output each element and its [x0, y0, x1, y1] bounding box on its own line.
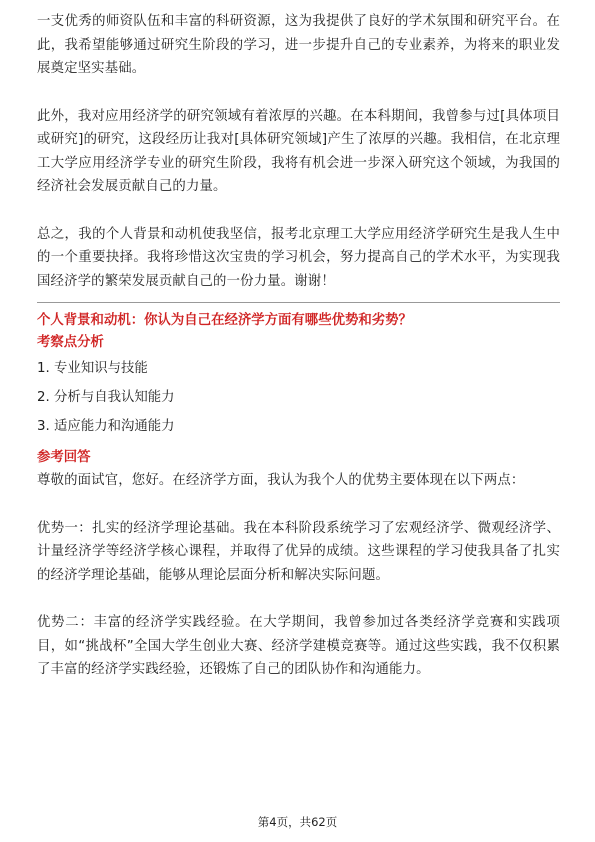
reference-heading: 参考回答 — [37, 450, 91, 465]
list-item: 1. 专业知识与技能 — [37, 361, 148, 376]
interest-paragraph: 此外，我对应用经济学的研究领域有着浓厚的兴趣。在本科期间，我曾参与过[具体项目或研究]的研究，这段经历让我对[具体研究领域]产生了浓厚的兴趣。我相信，在北京理工大学应用经济学专业的研究生阶段，我将有机会进一步深入研究这个领域，为我国的经济社会发展贡献自己的力量。 — [37, 108, 560, 194]
answer-advantage-2: 优势二：丰富的经济学实践经验。在大学期间，我曾参加过各类经济学竞赛和实践项目，如“挑战杯”全国大学生创业大赛、经济学建模竞赛等。通过这些实践，我不仅积累了丰富的经济学实践经验，还锻炼了自己的团队协作和沟通能力。 — [37, 615, 560, 677]
paragraph-gap — [37, 587, 560, 611]
document-page — [37, 10, 560, 682]
paragraph-gap — [37, 199, 560, 223]
page-footer: 第4页，共62页 — [257, 815, 338, 829]
summary-paragraph: 总之，我的个人背景和动机使我坚信，报考北京理工大学应用经济学研究生是我人生中的一个重要抉择。我将珍惜这次宝贵的学习机会，努力提高自己的学术水平，为实现我国经济学的繁荣发展贡献自己的一份力量。谢谢！ — [37, 226, 560, 289]
analysis-heading: 考察点分析 — [37, 335, 104, 350]
answer-greeting: 尊敬的面试官，您好。在经济学方面，我认为我个人的优势主要体现在以下两点： — [37, 473, 525, 488]
paragraph-gap — [37, 493, 560, 517]
intro-continuation-paragraph: 一支优秀的师资队伍和丰富的科研资源，这为我提供了良好的学术氛围和研究平台。在此，我希望能够通过研究生阶段的学习，进一步提升自己的专业素养，为将来的职业发展奠定坚实基础。 — [37, 14, 560, 76]
answer-advantage-1: 优势一：扎实的经济学理论基础。我在本科阶段系统学习了宏观经济学、微观经济学、计量经济学等经济学核心课程，并取得了优异的成绩。这些课程的学习使我具备了扎实的经济学理论基础，能够从理论层面分析和解决实际问题。 — [37, 520, 560, 583]
analysis-list — [37, 354, 560, 441]
list-item: 3. 适应能力和沟通能力 — [37, 419, 175, 434]
question-title: 个人背景和动机：你认为自己在经济学方面有哪些优势和劣势？ — [37, 313, 412, 328]
list-item: 2. 分析与自我认知能力 — [37, 390, 175, 405]
section-divider — [37, 302, 560, 303]
paragraph-gap — [37, 81, 560, 105]
